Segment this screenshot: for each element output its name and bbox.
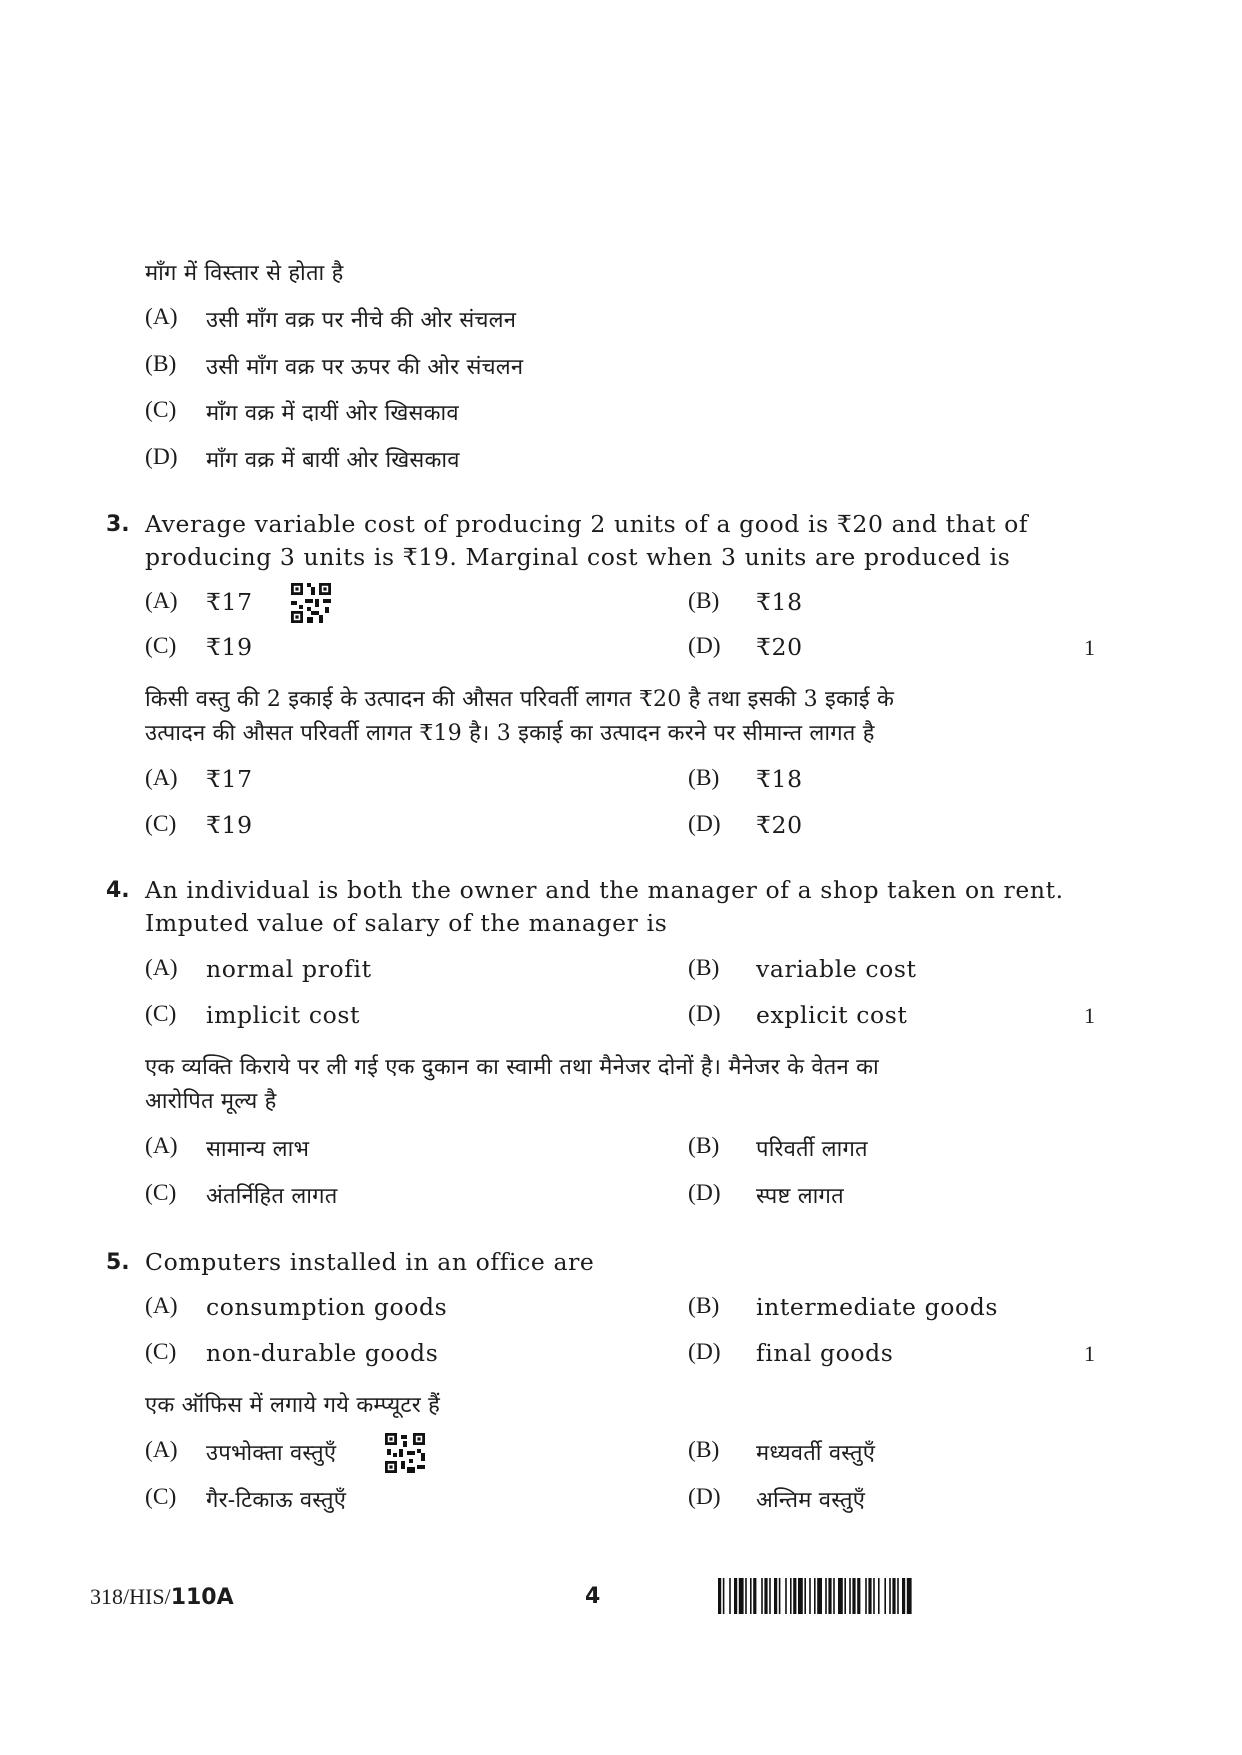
q4-hi-option-b-label: (B) [688, 1133, 720, 1159]
q4-en-option-b-text: variable cost [756, 955, 917, 983]
q2-hi-option-d-label: (D) [145, 444, 178, 470]
q5-hi-option-c-text: गैर-टिकाऊ वस्तुएँ [206, 1488, 347, 1513]
barcode-icon [718, 1578, 996, 1614]
q3-stem-hi-line1: किसी वस्तु की 2 इकाई के उत्पादन की औसत परिवर्ती लागत ₹20 है तथा इसकी 3 इकाई के [145, 687, 895, 712]
qr-code-icon [385, 1433, 425, 1473]
q3-stem-en-line1: Average variable cost of producing 2 units of a good is ₹20 and that of [145, 510, 1029, 538]
q4-en-option-b-label: (B) [688, 955, 720, 981]
q5-en-option-a-label: (A) [145, 1293, 178, 1319]
q2-hi-option-a-text: उसी माँग वक्र पर नीचे की ओर संचलन [206, 308, 517, 333]
q3-en-option-a-label: (A) [145, 588, 178, 614]
q5-en-option-c-text: non-durable goods [206, 1339, 439, 1367]
q4-en-option-d-text: explicit cost [756, 1001, 908, 1029]
paper-code [90, 1584, 234, 1610]
q3-en-option-a-text: ₹17 [206, 588, 253, 616]
q5-hi-option-a-text: उपभोक्ता वस्तुएँ [206, 1441, 337, 1466]
q5-number: 5. [106, 1250, 130, 1275]
q4-hi-option-a-text: सामान्य लाभ [206, 1137, 310, 1162]
q3-en-option-b-text: ₹18 [756, 588, 803, 616]
q4-hi-option-b-text: परिवर्ती लागत [756, 1137, 868, 1162]
q4-stem-hi-line1: एक व्यक्ति किराये पर ली गई एक दुकान का स्वामी तथा मैनेजर दोनों है। मैनेजर के वेतन का [145, 1055, 879, 1080]
q4-en-option-c-text: implicit cost [206, 1001, 361, 1029]
q5-hi-option-c-label: (C) [145, 1484, 177, 1510]
q2-stem-hi: माँग में विस्तार से होता है [145, 261, 344, 286]
qr-code-icon [291, 583, 331, 623]
q3-hi-option-a-text: ₹17 [206, 765, 253, 793]
q4-en-option-c-label: (C) [145, 1001, 177, 1027]
q5-en-option-d-label: (D) [688, 1339, 721, 1365]
q3-en-option-c-text: ₹19 [206, 633, 253, 661]
q2-hi-option-d-text: माँग वक्र में बायीं ओर खिसकाव [206, 448, 460, 473]
q5-en-option-b-text: intermediate goods [756, 1293, 999, 1321]
q5-en-option-b-label: (B) [688, 1293, 720, 1319]
q5-en-option-a-text: consumption goods [206, 1293, 448, 1321]
q4-stem-en-line1: An individual is both the owner and the manager of a shop taken on rent. [145, 876, 1064, 904]
q5-stem-hi: एक ऑफिस में लगाये गये कम्प्यूटर हैं [145, 1393, 440, 1418]
q3-en-option-c-label: (C) [145, 633, 177, 659]
q4-en-option-a-text: normal profit [206, 955, 372, 983]
q4-number: 4. [106, 878, 130, 903]
q5-hi-option-b-text: मध्यवर्ती वस्तुएँ [756, 1441, 876, 1466]
q3-en-option-d-text: ₹20 [756, 633, 803, 661]
paper-code-bold: 110A [170, 1585, 234, 1610]
q3-hi-option-d-text: ₹20 [756, 811, 803, 839]
q5-en-option-c-label: (C) [145, 1339, 177, 1365]
q3-en-option-d-label: (D) [688, 633, 721, 659]
q4-hi-option-c-text: अंतर्निहित लागत [206, 1184, 338, 1209]
q5-marks: 1 [1084, 1341, 1095, 1366]
q2-hi-option-c-text: माँग वक्र में दायीं ओर खिसकाव [206, 401, 459, 426]
q5-stem-en: Computers installed in an office are [145, 1248, 595, 1276]
q2-hi-option-c-label: (C) [145, 397, 177, 423]
q3-hi-option-c-label: (C) [145, 811, 177, 837]
q3-hi-option-c-text: ₹19 [206, 811, 253, 839]
q4-en-option-a-label: (A) [145, 955, 178, 981]
q3-stem-hi-line2: उत्पादन की औसत परिवर्ती लागत ₹19 है। 3 इकाई का उत्पादन करने पर सीमान्त लागत है [145, 721, 875, 746]
q4-hi-option-d-label: (D) [688, 1180, 721, 1206]
q4-marks: 1 [1084, 1003, 1095, 1028]
q2-hi-option-b-label: (B) [145, 351, 177, 377]
q3-en-option-b-label: (B) [688, 588, 720, 614]
q3-hi-option-b-label: (B) [688, 765, 720, 791]
q3-marks: 1 [1084, 635, 1095, 660]
q3-stem-en-line2: producing 3 units is ₹19. Marginal cost when 3 units are produced is [145, 543, 1011, 571]
q5-hi-option-b-label: (B) [688, 1437, 720, 1463]
q4-stem-hi-line2: आरोपित मूल्य है [145, 1089, 277, 1114]
q4-hi-option-d-text: स्पष्ट लागत [756, 1184, 844, 1209]
q3-hi-option-d-label: (D) [688, 811, 721, 837]
page-number: 4 [585, 1584, 601, 1609]
q2-hi-option-a-label: (A) [145, 304, 178, 330]
q3-hi-option-a-label: (A) [145, 765, 178, 791]
q4-hi-option-c-label: (C) [145, 1180, 177, 1206]
q5-hi-option-d-text: अन्तिम वस्तुएँ [756, 1488, 866, 1513]
paper-code-prefix: 318/HIS/ [90, 1584, 171, 1609]
q3-hi-option-b-text: ₹18 [756, 765, 803, 793]
q3-number: 3. [106, 512, 130, 537]
q5-hi-option-a-label: (A) [145, 1437, 178, 1463]
q4-stem-en-line2: Imputed value of salary of the manager is [145, 909, 668, 937]
q5-en-option-d-text: final goods [756, 1339, 894, 1367]
q4-hi-option-a-label: (A) [145, 1133, 178, 1159]
q4-en-option-d-label: (D) [688, 1001, 721, 1027]
q5-hi-option-d-label: (D) [688, 1484, 721, 1510]
q2-hi-option-b-text: उसी माँग वक्र पर ऊपर की ओर संचलन [206, 355, 524, 380]
